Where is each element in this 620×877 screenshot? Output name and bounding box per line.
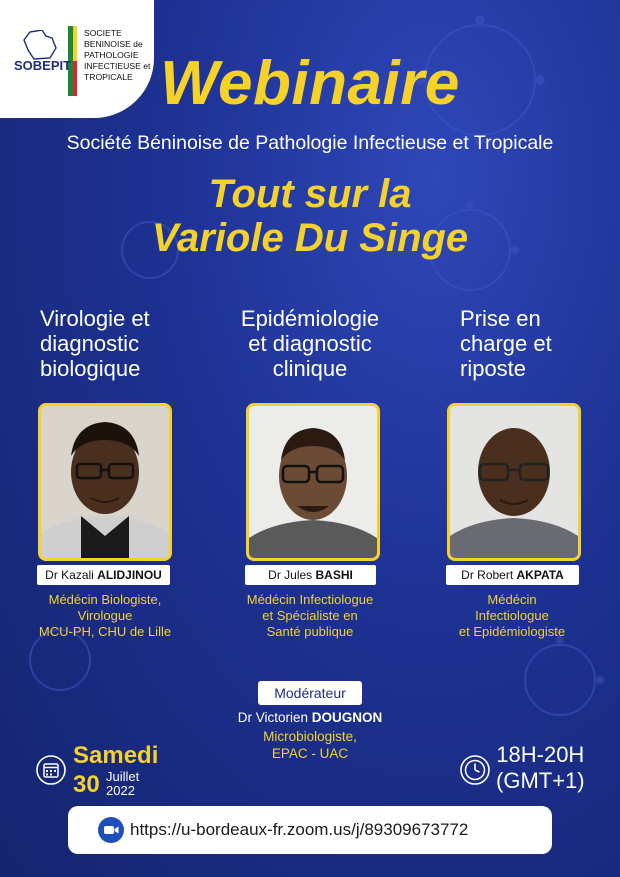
speaker-role-bashi — [225, 592, 395, 640]
logo-line: BENINOISE de — [84, 39, 143, 49]
event-time-range: 18H-20H — [496, 742, 585, 767]
title-line: riposte — [460, 356, 527, 381]
name-prefix: Dr Victorien — [237, 710, 312, 725]
title-line: clinique — [272, 356, 348, 381]
speaker-photo-bashi — [246, 403, 380, 561]
logo-line: PATHOLOGIE — [84, 50, 139, 60]
role-line: et Spécialiste en — [262, 608, 358, 623]
name-last: ALIDJINOU — [97, 568, 162, 582]
event-year: 2022 — [106, 783, 135, 798]
role-line: et Epidémiologiste — [458, 624, 566, 639]
logo-line: TROPICALE — [84, 72, 133, 82]
role-line: MCU-PH, CHU de Lille — [38, 624, 172, 639]
event-time — [496, 742, 585, 794]
clock-icon — [460, 755, 490, 785]
role-line: Médécin Biologiste, — [48, 592, 162, 607]
speaker-name-bashi — [245, 565, 376, 585]
topic-line-2: Variole Du Singe — [151, 216, 469, 260]
person-avatar-icon — [450, 406, 578, 558]
logo-acronym: SOBEPIT — [14, 58, 72, 73]
speaker-photo-akpata — [447, 403, 581, 561]
role-line: Virologue — [77, 608, 133, 623]
title-line: Prise en — [460, 306, 541, 331]
event-date-number: 30 — [73, 771, 100, 798]
title-line: biologique — [40, 356, 141, 381]
speaker-role-akpata — [432, 592, 592, 640]
speaker-name-akpata — [446, 565, 579, 585]
page-title: Webinaire — [160, 49, 460, 118]
section-title-virologie — [40, 306, 180, 381]
name-last: BASHI — [315, 568, 353, 582]
event-day: Samedi — [73, 742, 159, 769]
name-last: AKPATA — [516, 568, 564, 582]
title-line: Epidémiologie — [240, 306, 380, 331]
name-last: DOUGNON — [311, 710, 383, 725]
role-line: EPAC - UAC — [271, 746, 349, 761]
title-line: et diagnostic — [248, 331, 372, 356]
speaker-photo-alidjinou — [38, 403, 172, 561]
zoom-link-bar[interactable] — [68, 806, 552, 854]
person-avatar-icon — [249, 406, 377, 558]
zoom-video-icon — [98, 817, 124, 843]
title-line: Virologie et — [40, 306, 150, 331]
name-prefix: Dr Robert — [461, 568, 517, 582]
title-line: diagnostic — [40, 331, 140, 356]
topic-line-1: Tout sur la — [208, 172, 412, 216]
logo-line: INFECTIEUSE et — [84, 61, 151, 71]
role-line: Santé publique — [266, 624, 354, 639]
person-avatar-icon — [41, 406, 169, 558]
event-month-year — [106, 770, 139, 798]
organization-name: Société Béninoise de Pathologie Infectieuse et Tropicale — [66, 132, 554, 154]
section-title-prise-en-charge — [460, 306, 590, 381]
logo-line: SOCIETE — [84, 28, 122, 38]
role-line: Infectiologue — [475, 608, 549, 623]
event-month: Juillet — [106, 769, 140, 784]
role-line: Microbiologiste, — [263, 729, 357, 744]
role-line: Médécin Infectiologue — [246, 592, 374, 607]
section-title-epidemiologie — [220, 306, 400, 381]
speaker-role-alidjinou — [25, 592, 185, 640]
zoom-link[interactable]: https://u-bordeaux-fr.zoom.us/j/89309673772 — [130, 820, 469, 839]
moderator-name — [0, 710, 620, 725]
calendar-icon — [36, 755, 66, 785]
role-line: Médécin — [487, 592, 537, 607]
name-prefix: Dr Kazali — [45, 568, 98, 582]
name-prefix: Dr Jules — [268, 568, 316, 582]
event-timezone: (GMT+1) — [496, 768, 585, 793]
speaker-name-alidjinou — [37, 565, 170, 585]
title-line: charge et — [460, 331, 552, 356]
moderator-label: Modérateur — [258, 681, 362, 705]
